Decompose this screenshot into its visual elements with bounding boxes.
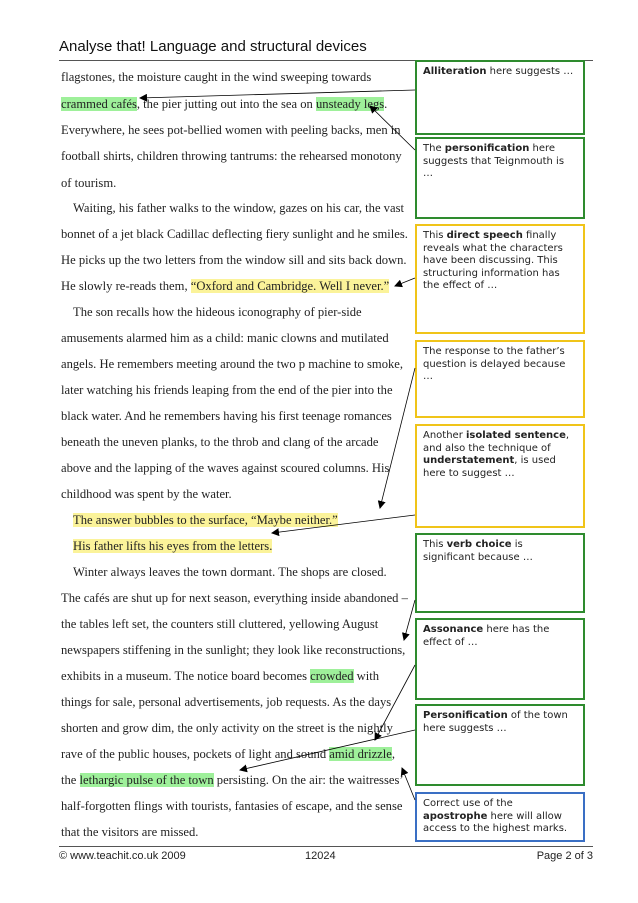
arrow-direct-speech (395, 278, 415, 286)
passage-text: . (384, 97, 388, 111)
footer-divider (59, 846, 593, 847)
highlight-crowded: crowded (310, 669, 354, 683)
annotation-text: This (423, 539, 447, 550)
passage-line: later watching his friends leaping from the end of the pier into the (61, 383, 393, 397)
passage-line: the tables left set, the counters still cluttered, yellowing August (61, 617, 379, 631)
page-title: Analyse that! Language and structural devices (59, 38, 367, 55)
annotation-text: here will allow access to the highest marks. (423, 810, 568, 834)
passage-line: He picks up the two letters from the window sill and sits back down. (61, 253, 407, 267)
passage-line: The son recalls how the hideous iconography of pier-side (73, 305, 362, 319)
passage-line: angels. He remembers meeting around the two p machine to smoke, (61, 357, 404, 371)
annotation-text: The response to the father’s question is delayed because … (423, 346, 566, 382)
annotation-text: of the town here suggests … (423, 710, 568, 734)
passage-line: childhood was spent by the water. (61, 487, 232, 501)
footer-code: 12024 (305, 850, 336, 862)
annotation-text: , is used here to suggest … (423, 455, 556, 479)
passage-line: bonnet of a jet black Cadillac deflecting fiery sunlight and he smiles. (61, 227, 408, 241)
highlight-direct-speech: “Oxford and Cambridge. Well I never.” (190, 279, 390, 293)
passage-line: shorten and grow dim, the only activity on the street is the nightly (61, 721, 393, 735)
arrow-isolated-sentence (272, 515, 415, 533)
annotation-term: personification (444, 143, 530, 154)
highlight-lethargic-pulse: lethargic pulse of the town (79, 773, 214, 787)
passage-line: The cafés are shut up for next season, everything inside abandoned – (61, 591, 408, 605)
passage-line: things for sale, personal advertisements, job requests. As the days (61, 695, 392, 709)
annotation-text: This (423, 230, 447, 241)
passage-text: the (61, 773, 80, 787)
annotation-text: here suggests … (486, 66, 574, 77)
passage-line: Waiting, his father walks to the window, gazes on his car, the vast (73, 201, 404, 215)
passage-line: black water. And he remembers having his first teenage romances (61, 409, 392, 423)
arrow-alliteration (140, 90, 415, 98)
annotation-text: here has the effect of … (423, 624, 550, 648)
passage-text: He slowly re-reads them, (61, 279, 191, 293)
passage-line: amusements alarmed him as a child: manic clowns and mutilated (61, 331, 389, 345)
highlight-unsteady-legs: unsteady legs (315, 97, 385, 111)
passage-line: beneath the uneven planks, to the throb and clang of the arcade (61, 435, 379, 449)
passage-text: , (391, 747, 396, 761)
annotation-term: Alliteration (423, 66, 487, 77)
annotation-term: understatement (423, 455, 515, 466)
arrow-apostrophe (402, 768, 415, 800)
annotation-term: Personification (423, 710, 508, 721)
annotation-text: Correct use of the (423, 798, 513, 809)
highlight-answer: The answer bubbles to the surface, “Maybe neither.” (73, 513, 338, 527)
annotation-term: direct speech (446, 230, 523, 241)
highlight-amid-drizzle: amid drizzle (329, 747, 392, 761)
arrow-personification (370, 106, 415, 150)
passage-text: persisting. On the air: the waitresses’ (213, 773, 404, 787)
footer-copyright: © www.teachit.co.uk 2009 (59, 850, 186, 862)
annotation-text: is significant because … (423, 539, 533, 563)
arrow-verb-choice (404, 600, 415, 640)
annotation-text: finally reveals what the characters have been discussing. This structuring information has the effect of … (423, 230, 563, 291)
arrow-personification-town (240, 730, 415, 770)
passage-text: , the pier jutting out into the sea on (136, 97, 316, 111)
annotation-term: apostrophe (423, 810, 488, 822)
annotation-term: verb choice (446, 539, 512, 550)
annotation-text: The (423, 143, 445, 154)
annotation-term: isolated sentence (466, 430, 566, 441)
arrow-delayed-response (380, 368, 415, 508)
arrow-assonance (375, 665, 415, 740)
passage-text: exhibits in a museum. The notice board becomes (61, 669, 311, 683)
annotation-text: Another (423, 430, 466, 441)
annotation-text: here suggests that Teignmouth is … (423, 143, 565, 179)
passage-text: with (353, 669, 380, 683)
passage-line: flagstones, the moisture caught in the wind sweeping towards (61, 70, 372, 84)
passage-line: Winter always leaves the town dormant. The shops are closed. (73, 565, 387, 579)
passage-line: above and the lapping of the waves against scoured columns. His (61, 461, 390, 475)
passage-line: of tourism. (61, 176, 117, 190)
annotation-term: Assonance (423, 624, 484, 635)
passage-line: Everywhere, he sees pot-bellied women with peeling backs, men in (61, 123, 401, 137)
passage-line: that the visitors are missed. (61, 825, 199, 839)
footer-page-number: Page 2 of 3 (536, 850, 593, 862)
highlight-crammed-cafes: crammed cafés (61, 97, 137, 111)
passage-line: newspapers stiffening in the sunlight; they look like reconstructions, (61, 643, 406, 657)
annotation-text: , and also the technique of (423, 430, 570, 454)
passage-line: half-forgotten flings with tourists, fantasies of escape, and the sense (61, 799, 403, 813)
highlight-father-lifts: His father lifts his eyes from the letters. (73, 539, 273, 553)
passage-line: football shirts, children throwing tantrums: the rehearsed monotony (61, 149, 402, 163)
passage-text: rave of the public houses, pockets of light and sound (61, 747, 330, 761)
